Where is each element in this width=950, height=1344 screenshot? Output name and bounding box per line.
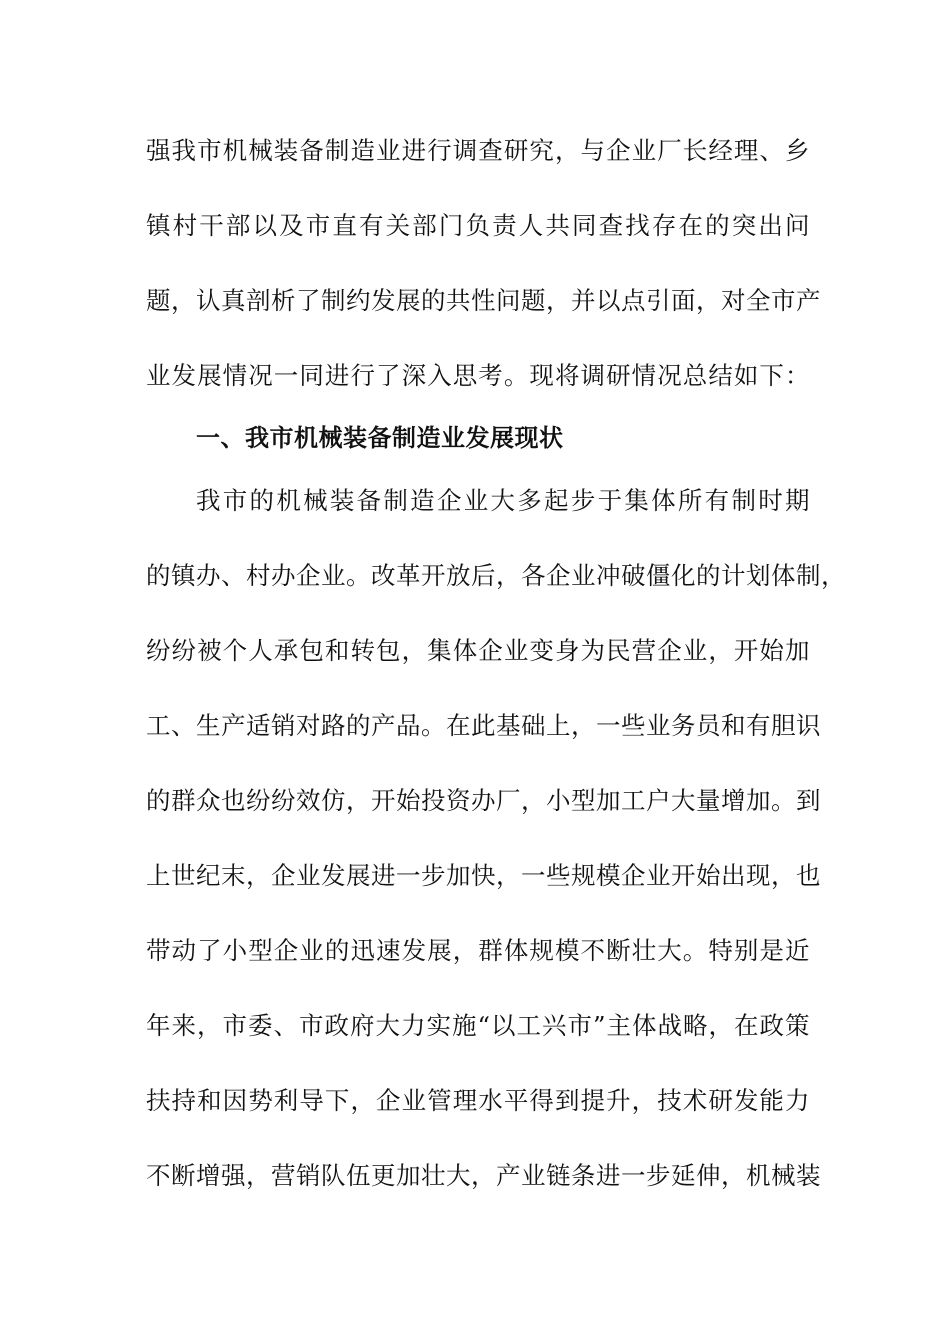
paragraph-2-line-3: 纷纷被个人承包和转包，集体企业变身为民营企业，开始加	[146, 636, 810, 665]
paragraph-2-line-7: 带动了小型企业的迅速发展，群体规模不断壮大。特别是近	[146, 936, 810, 965]
paragraph-2-line-2: 的镇办、村办企业。改革开放后，各企业冲破僵化的计划体制，	[146, 561, 846, 590]
paragraph-1-line-3: 题，认真剖析了制约发展的共性问题，并以点引面，对全市产	[146, 286, 821, 315]
paragraph-2-line-1: 我市的机械装备制造企业大多起步于集体所有制时期	[196, 486, 810, 515]
paragraph-2-line-6: 上世纪末，企业发展进一步加快，一些规模企业开始出现，也	[146, 861, 821, 890]
paragraph-2-line-9: 扶持和因势利导下，企业管理水平得到提升，技术研发能力	[146, 1086, 810, 1115]
paragraph-2-line-8: 年来，市委、市政府大力实施“以工兴市”主体战略，在政策	[146, 1011, 810, 1040]
paragraph-1-line-2: 镇村干部以及市直有关部门负责人共同查找存在的突出问	[146, 211, 810, 240]
section-heading: 一、我市机械装备制造业发展现状	[196, 424, 564, 452]
paragraph-2-line-5: 的群众也纷纷效仿，开始投资办厂，小型加工户大量增加。到	[146, 786, 821, 815]
paragraph-2-line-4: 工、生产适销对路的产品。在此基础上，一些业务员和有胆识	[146, 711, 821, 740]
paragraph-1-line-1: 强我市机械装备制造业进行调查研究，与企业厂长经理、乡	[146, 136, 810, 165]
paragraph-1-line-4: 业发展情况一同进行了深入思考。现将调研情况总结如下：	[146, 361, 810, 390]
paragraph-2-line-10: 不断增强，营销队伍更加壮大，产业链条进一步延伸，机械装	[146, 1161, 821, 1190]
